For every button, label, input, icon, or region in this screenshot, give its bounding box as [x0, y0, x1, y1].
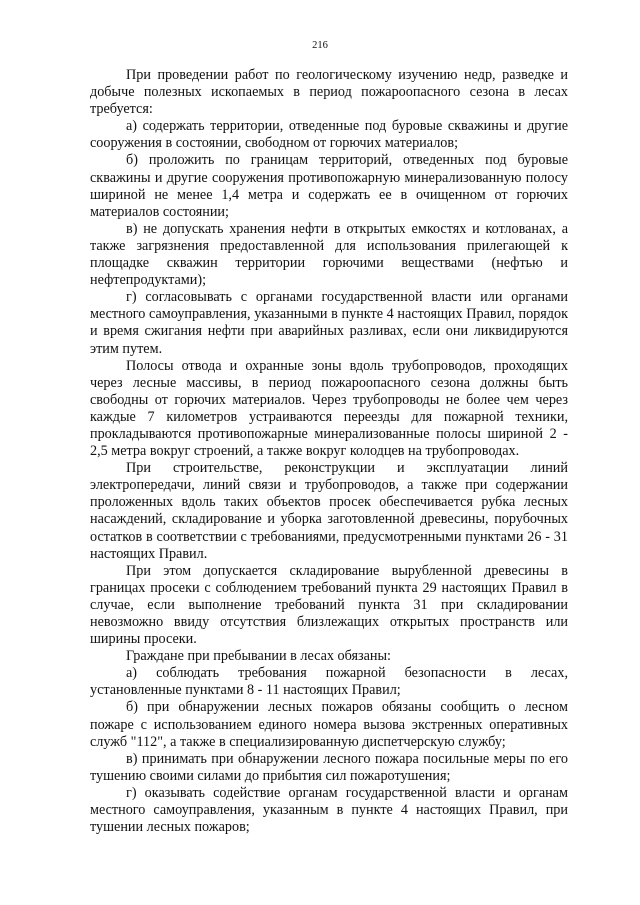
paragraph-geology-item-b: б) проложить по границам территорий, отведенных под буровые скважины и другие сооружения противопожарную минерализованную полосу шириной не менее 1,4 метра и содержать ее в очищенном от горючих материалов состоянии;	[90, 152, 568, 220]
paragraph-geology-item-v: в) не допускать хранения нефти в открытых емкостях и котлованах, а также загрязнения предоставленной для использования прилегающей к площадке скважин территории горючими веществами (нефтью и нефтепродуктами);	[90, 220, 568, 289]
paragraph-geology-item-a: а) содержать территории, отведенные под буровые скважины и другие сооружения в состоянии, свободном от горючих материалов;	[90, 118, 568, 152]
paragraph-citizens-item-g: г) оказывать содействие органам государственной власти и органам местного самоуправления, указанным в пункте 4 настоящих Правил, при тушении лесных пожаров;	[90, 784, 568, 836]
paragraph-geology-intro: При проведении работ по геологическому изучению недр, разведке и добыче полезных ископаемых в период пожароопасного сезона в лесах требуется:	[90, 67, 568, 118]
paragraph-citizens-item-a: а) соблюдать требования пожарной безопасности в лесах, установленные пунктами 8 - 11 настоящих Правил;	[90, 665, 568, 699]
paragraph-citizens-item-b: б) при обнаружении лесных пожаров обязаны сообщить о лесном пожаре с использованием единого номера вызова экстренных оперативных служб "112", а также в специализированную диспетчерскую службу;	[90, 699, 568, 750]
paragraph-timber-storage: При этом допускается складирование вырубленной древесины в границах просеки с соблюдением требований пункта 29 настоящих Правил в случае, если выполнение требований пункта 31 при складировании невозможно ввиду отсутствия близлежащих открытых пространств или ширины просеки.	[90, 562, 568, 648]
paragraph-citizens-item-v: в) принимать при обнаружении лесного пожара посильные меры по его тушению своими силами до прибытия сил пожаротушения;	[90, 750, 568, 784]
document-body	[90, 67, 568, 836]
paragraph-geology-item-g: г) согласовывать с органами государственной власти или органами местного самоуправления, указанными в пункте 4 настоящих Правил, порядок и время сжигания нефти при аварийных разливах, если они ликвидируются этим путем.	[90, 289, 568, 357]
paragraph-citizens-intro: Граждане при пребывании в лесах обязаны:	[126, 648, 391, 665]
page-number: 216	[312, 40, 328, 51]
paragraph-power-lines: При строительстве, реконструкции и эксплуатации линий электропередачи, линий связи и трубопроводов, а также при содержании проложенных вдоль таких объектов просек обеспечивается рубка лесных насаждений, складирование и уборка заготовленной древесины, порубочных остатков в соответствии с требованиями, предусмотренными пунктами 26 - 31 настоящих Правил.	[90, 460, 568, 562]
paragraph-pipelines: Полосы отвода и охранные зоны вдоль трубопроводов, проходящих через лесные массивы, в период пожароопасного сезона должны быть свободны от горючих материалов. Через трубопроводы не более чем через каждые 7 километров устраиваются переезды для пожарной техники, прокладываются противопожарные минерализованные полосы шириной 2 - 2,5 метра вокруг строений, а также вокруг колодцев на трубопроводах.	[90, 357, 568, 460]
